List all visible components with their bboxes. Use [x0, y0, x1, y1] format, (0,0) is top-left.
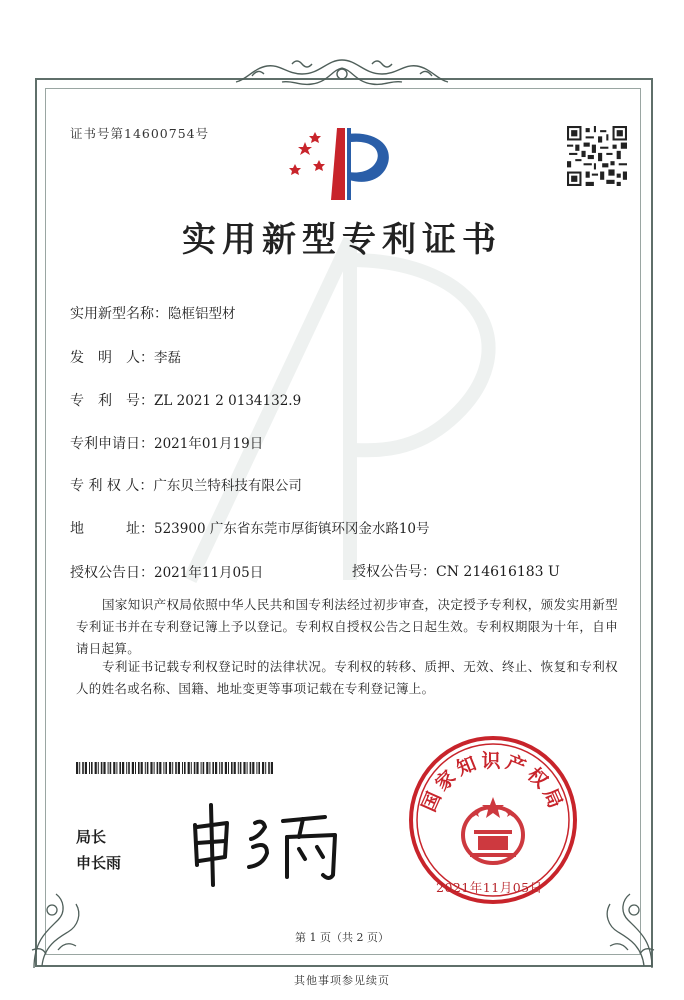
field-inventor — [70, 346, 181, 367]
field-address — [70, 517, 430, 538]
field-value: 李磊 — [154, 350, 181, 366]
handwritten-signature — [175, 795, 365, 890]
field-label: 专利申请日： — [70, 436, 154, 452]
field-value: 523900 广东省东莞市厚街镇环冈金水路10号 — [154, 521, 430, 537]
field-patentee — [70, 474, 302, 495]
barcode — [76, 762, 276, 774]
field-announce-number — [352, 561, 560, 581]
corner-ornament-br — [598, 880, 658, 970]
field-utility-model-name — [70, 302, 236, 323]
field-label: 授权公告日： — [70, 565, 154, 581]
cnipa-logo — [285, 120, 405, 205]
field-value: 广东贝兰特科技有限公司 — [153, 478, 302, 494]
signatory-name: 申长雨 — [76, 854, 122, 872]
grant-paragraph: 国家知识产权局依照中华人民共和国专利法经过初步审查，决定授予专利权，颁发实用新型专利证书并在专利登记簿上予以登记。专利权自授权公告之日起生效。专利权期限为十年，自申请日起算。 — [76, 597, 618, 656]
signatory-title: 局长 — [76, 828, 107, 846]
field-label: 专 利 权 人： — [70, 478, 154, 494]
field-filing-date — [70, 432, 263, 453]
qr-code — [567, 126, 627, 186]
field-label: 地 址： — [70, 521, 154, 537]
seal-text: 国家知识产权局 — [417, 749, 569, 816]
field-patent-number — [70, 390, 301, 410]
field-announce-date — [70, 561, 263, 582]
field-value: ZL 2021 2 0134132.9 — [154, 393, 302, 409]
field-label: 实用新型名称： — [70, 306, 168, 322]
field-value: 2021年11月05日 — [154, 565, 264, 581]
page-number: 第 1 页（共 2 页） — [295, 931, 389, 944]
corner-ornament-bl — [28, 880, 88, 970]
field-value: 2021年01月19日 — [154, 436, 264, 452]
top-ornament — [232, 56, 452, 92]
legal-status-paragraph: 专利证书记载专利权登记时的法律状况。专利权的转移、质押、无效、终止、恢复和专利权人的姓名或名称、国籍、地址变更等事项记载在专利登记簿上。 — [76, 659, 618, 696]
field-label: 发 明 人： — [70, 350, 154, 366]
certificate-title: 实用新型专利证书 — [182, 220, 502, 260]
certificate-number: 证书号第14600754号 — [70, 126, 210, 141]
field-label: 授权公告号： — [352, 564, 436, 580]
field-value: 隐框铝型材 — [168, 306, 236, 322]
footer-note: 其他事项参见续页 — [294, 974, 390, 987]
field-label: 专 利 号： — [70, 393, 154, 409]
field-value: CN 214616183 U — [436, 564, 560, 580]
seal-date: 2021年11月05日 — [436, 880, 543, 895]
watermark — [150, 200, 570, 620]
